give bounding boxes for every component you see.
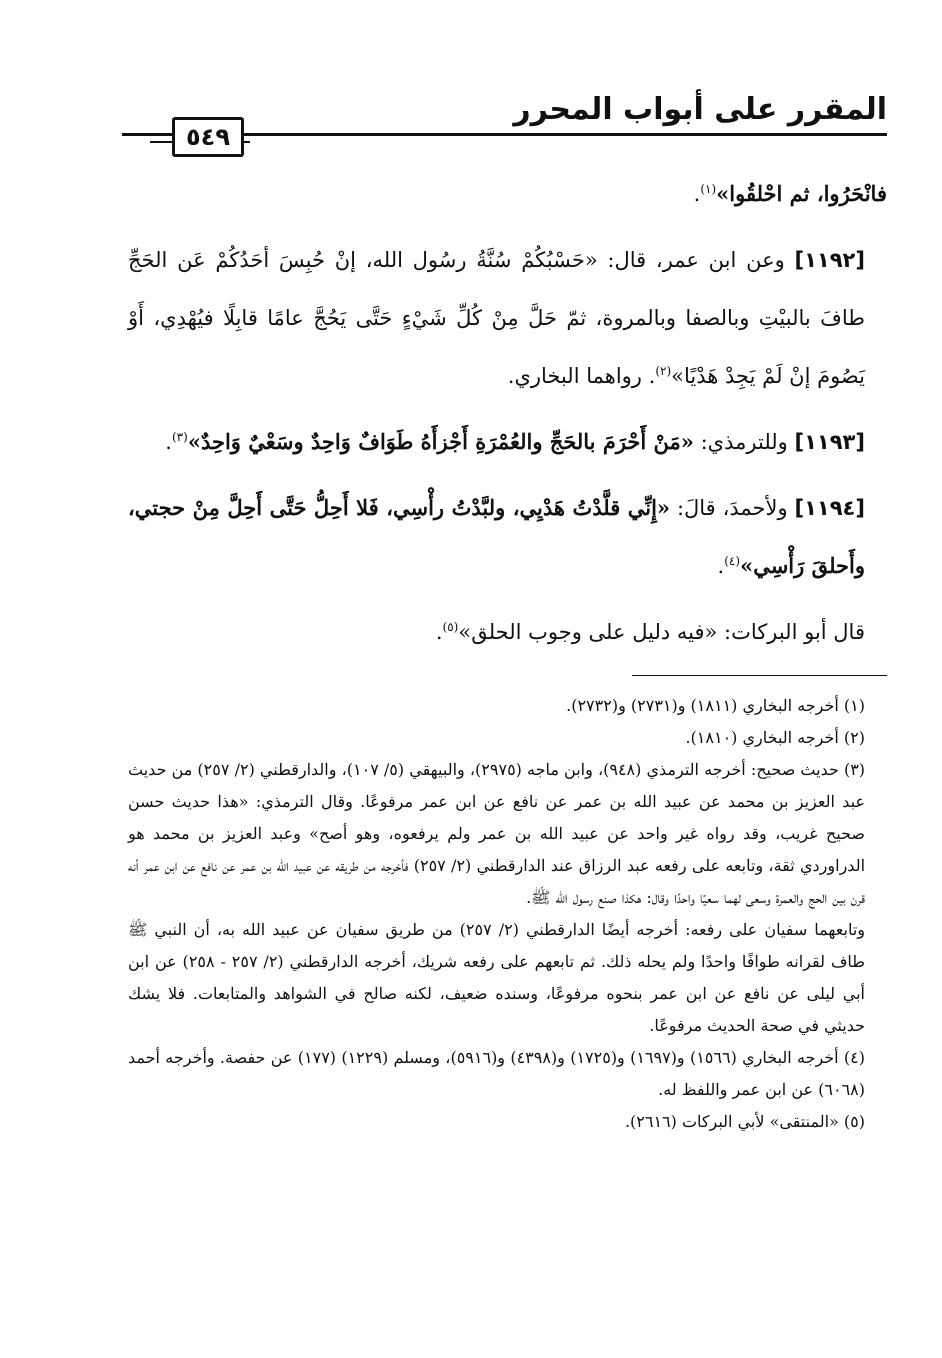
footnote-2: (٢) أخرجه البخاري (١٨١٠). bbox=[685, 728, 865, 747]
hadith-number: [١١٩٤] bbox=[794, 496, 865, 520]
paragraph-continuation: فانْحَرُوا، ثم احْلقُوا»$^{(١)}$. bbox=[693, 181, 887, 206]
page-number: ٥٤٩ bbox=[172, 117, 244, 157]
footnote-4: (٤) أخرجه البخاري (١٥٦٦) و(١٦٩٧) و(١٧٢٥) و(٤٣٩٨) و(٥٩١٦)، ومسلم (١٢٢٩) (١٧٧) عن حفصة. وأخرجه أحمد (٦٠٦٨) عن ابن عمر واللفظ له. bbox=[128, 1048, 865, 1099]
main-text bbox=[128, 165, 887, 669]
footnote-ref: (٢) bbox=[655, 364, 672, 378]
footnote-divider bbox=[632, 675, 887, 676]
hadith-text: «إِنِّي قلَّدْتُ هَدْيِي، ولبَّدْتُ رأْسِي، فَلا أَحِلُّ حَتَّى أَحِلَّ مِنْ حجتي، وأَحلقَ رَأْسِي» bbox=[128, 495, 865, 578]
hadith-intro: ولأحمدَ، قالَ: bbox=[676, 496, 788, 520]
hadith-number: [١١٩٣] bbox=[794, 430, 865, 454]
author-comment: قال أبو البركات: «فيه دليل على وجوب الحلق»$^{(٥)}$. bbox=[435, 620, 865, 644]
hadith-text: وعن ابن عمر، قال: «حَسْبُكُمْ سُنَّةُ رسُول الله، إنْ حُبِسَ أحَدُكُمْ عَن الحَجِّ طافَ بالبيْتِ وبالصفا وبالمروة، ثمّ حَلَّ مِنْ كُلِّ شَيْءٍ حَتَّى يَحُجَّ عامًا قابِلًا فيُهْدِي، أَوْ يَصُومَ إنْ لَمْ يَجِدْ هَدْيًا» bbox=[128, 248, 865, 388]
hadith-source: . رواهما البخاري. bbox=[507, 364, 656, 388]
hadith-text: «مَنْ أَحْرَمَ بالحَجِّ والعُمْرَةِ أَجْزأَهُ طَوَافٌ وَاحِدٌ وسَعْيٌ وَاحِدٌ» bbox=[187, 429, 694, 454]
hadith-number: [١١٩٢] bbox=[794, 248, 865, 272]
comment-text: قال أبو البركات: «فيه دليل على وجوب الحلق» bbox=[458, 620, 865, 644]
footnote-ref: (٤) bbox=[724, 554, 741, 568]
hadith-1192 bbox=[128, 231, 887, 405]
footnotes bbox=[128, 690, 887, 1138]
hadith-text: فانْحَرُوا، ثم احْلقُوا» bbox=[716, 181, 887, 206]
hadith-intro: وللترمذي: bbox=[700, 430, 788, 454]
footnote-5: (٥) «المنتقى» لأبي البركات (٢٦١٦). bbox=[624, 1112, 865, 1131]
footnote-ref: (٥) bbox=[442, 620, 459, 634]
hadith-1193: [١١٩٣] وللترمذي: «مَنْ أَحْرَمَ بالحَجِّ والعُمْرَةِ أَجْزأَهُ طَوَافٌ وَاحِدٌ وسَعْيٌ وَاحِدٌ»$^{(٣)}$. bbox=[165, 429, 865, 454]
footnote-ref: (٣) bbox=[171, 430, 188, 444]
hadith-1194: [١١٩٤] ولأحمدَ، قالَ: «إِنِّي قلَّدْتُ هَدْيِي، ولبَّدْتُ رأْسِي، فَلا أَحِلُّ حَتَّى أَحِلَّ مِنْ حجتي، وأَحلقَ رَأْسِي»$^{(٤)}$. bbox=[128, 495, 865, 578]
footnote-1: (١) أخرجه البخاري (١٨١١) و(٢٧٣١) و(٢٧٣٢). bbox=[566, 696, 865, 715]
footnote-ref: (١) bbox=[700, 182, 717, 196]
footnote-3-continued: وتابعهما سفيان على رفعه: أخرجه أيضًا الدارقطني (٢/ ٢٥٧) من طريق سفيان عن عبيد الله به، أن النبي ﷺ طاف لقرانه طوافًا واحدًا ولم يحله ذلك. ثم تابعهم على رفعه شريك، أخرجه الدارقطني (٢/ ٢٥٧ - ٢٥٨) عن ابن أبي ليلى عن نافع عن ابن عمر بنحوه مرفوعًا، وسنده ضعيف، لكنه صالح في الشواهد والمتابعات. فلا يشك حديثي في صحة الحديث مرفوعًا. bbox=[128, 920, 866, 1035]
book-title: المقرر على أبواب المحرر bbox=[513, 92, 887, 127]
footnote-3: (٣) حديث صحيح: أخرجه الترمذي (٩٤٨)، وابن ماجه (٢٩٧٥)، والبيهقي (٥/ ١٠٧)، والدارقطني (٢/ ٢٥٧) من حديث عبد العزيز بن محمد عن عبيد الله بن عمر عن نافع عن ابن عمر مرفوعًا. وقال الترمذي: «هذا حديث حسن صحيح غريب، وقد رواه غير واحد عن عبيد الله بن عمر ولم يرفعوه، وهو أصح» وعبد العزيز بن محمد هو الدراوردي ثقة، وتابعه على رفعه عبد الرزاق عند الدارقطني (٢/ ٢٥٧) فأخرجه من طريقه عن عبيد الله بن عمر عن نافع عن ابن عمر أنه قرن بين الحج والعمرة وسعى لهما سعيًا واحدًا وقال: هكذا صنع رسول الله ﷺ. bbox=[128, 760, 866, 907]
